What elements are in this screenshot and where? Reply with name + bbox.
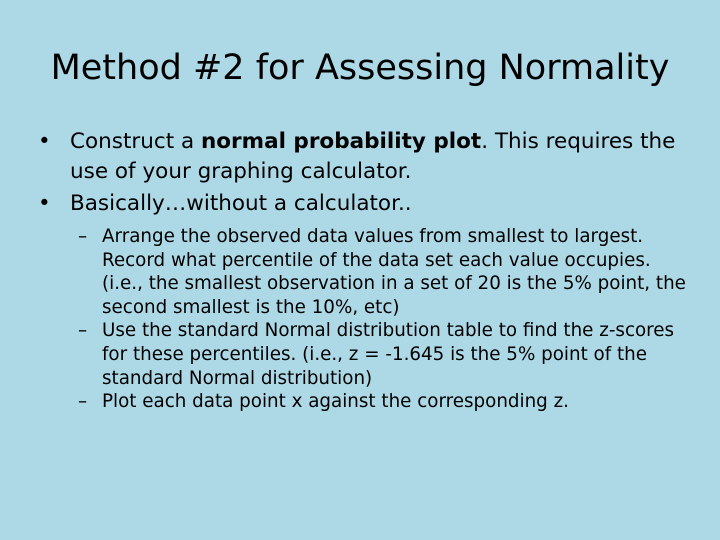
- sub-bullet-list: [78, 225, 690, 414]
- slide-body: [34, 127, 694, 414]
- bullet-item-basically: [34, 189, 694, 219]
- dash-mark: –: [78, 391, 88, 413]
- bullet-text-bold: normal probability plot: [200, 129, 482, 154]
- sub-bullet-text: Arrange the observed data values from smallest to largest. Record what percentile of the data set each value occupies. (i.e., the smallest observation in a set of 20 is the 5% point, the second smallest is the 10%, etc): [102, 226, 686, 318]
- bullet-item-construct-plot: [34, 127, 694, 187]
- bullet-text: Basically…without a calculator..: [70, 191, 412, 216]
- sub-bullet-arrange: [78, 225, 690, 319]
- bullet-mark: •: [38, 129, 51, 154]
- bullet-mark: •: [38, 191, 51, 216]
- bullet-text-before: Construct a: [70, 129, 201, 154]
- sub-bullet-text: Plot each data point x against the corresponding z.: [102, 391, 569, 413]
- bullet-text-after: . This requires the use of your graphing calculator.: [70, 129, 676, 184]
- sub-bullet-text: Use the standard Normal distribution table to find the z-scores for these percentiles. (i.e., z = -1.645 is the 5% point of the standard Normal distribution): [102, 320, 675, 389]
- dash-mark: –: [78, 226, 88, 247]
- sub-bullet-plot: [78, 390, 690, 414]
- slide-title: Method #2 for Assessing Normality: [50, 48, 670, 88]
- dash-mark: –: [78, 320, 88, 342]
- sub-bullet-normal-table: [78, 319, 690, 390]
